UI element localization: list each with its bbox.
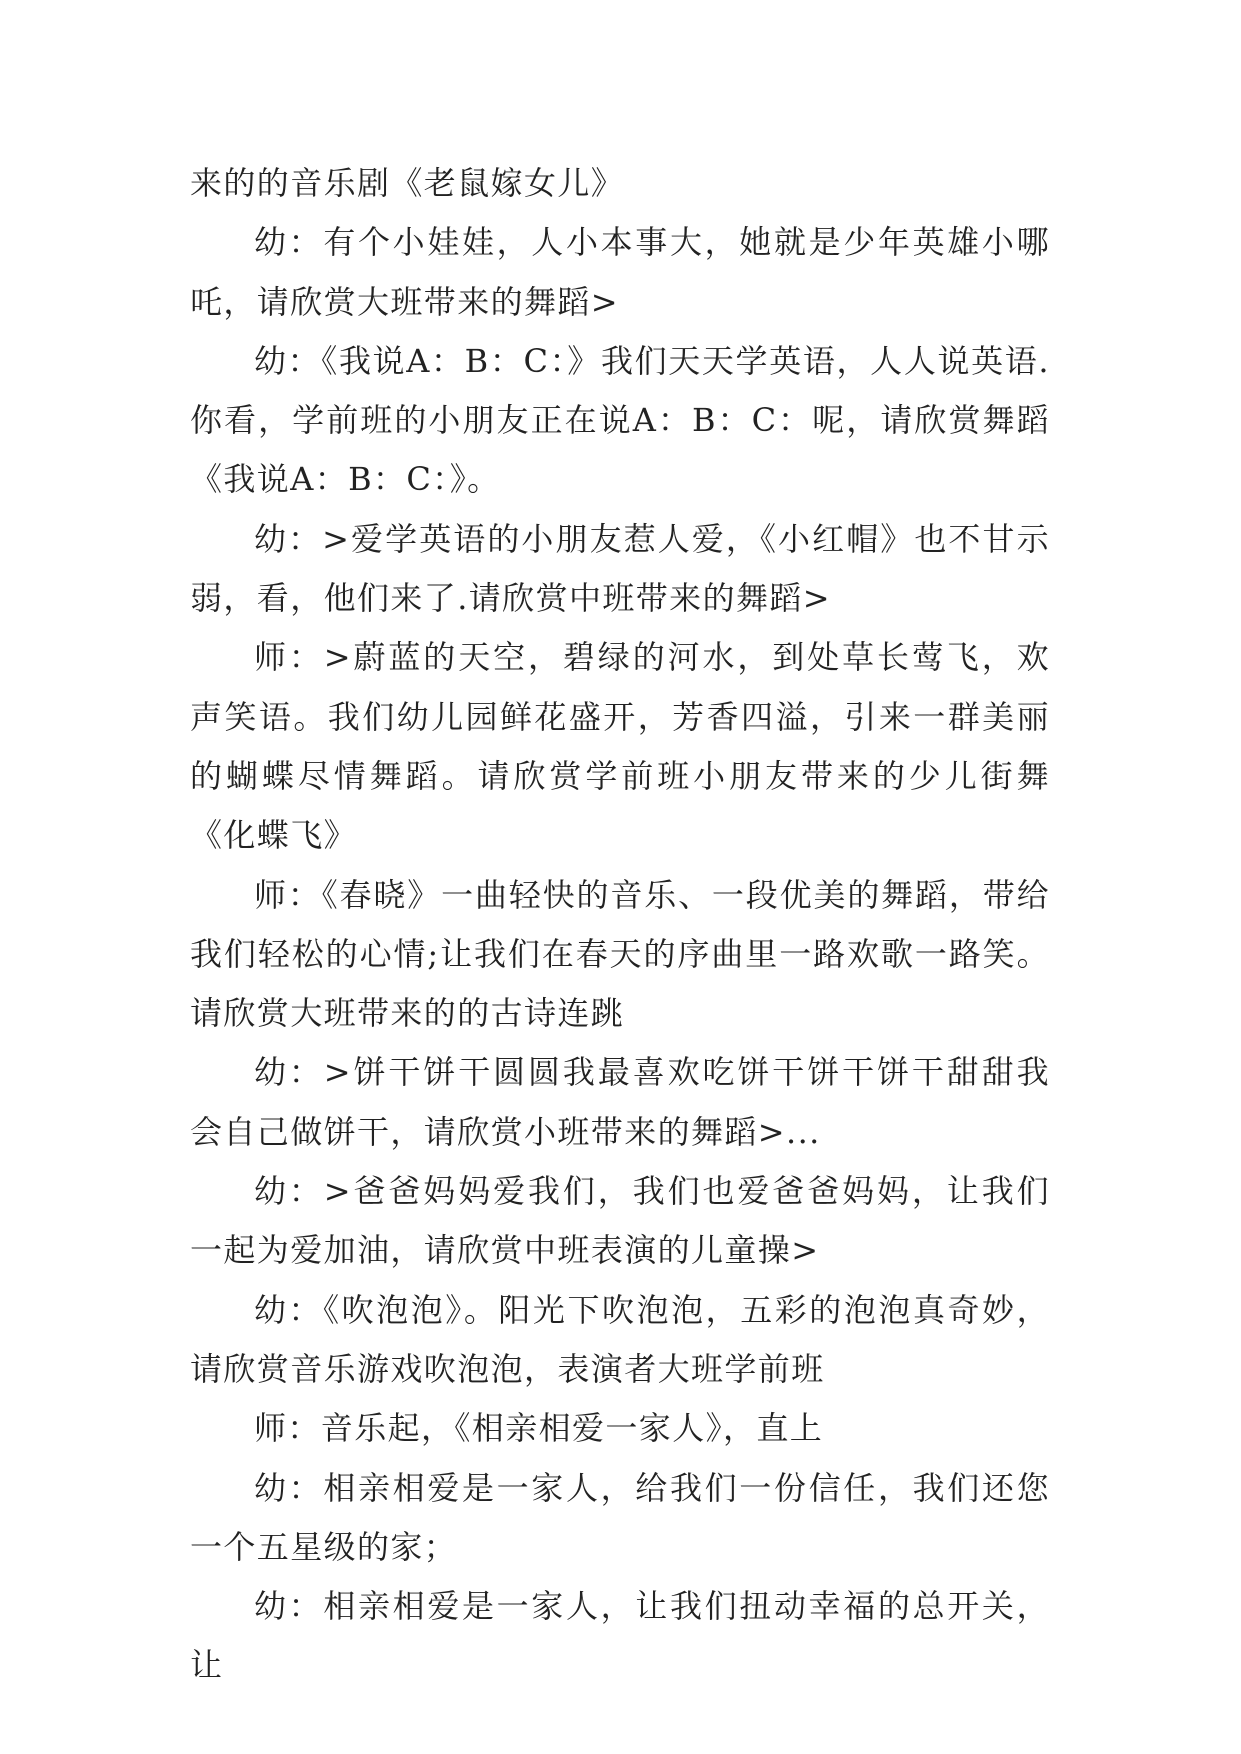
paragraph-11: 幼：相亲相爱是一家人，给我们一份信任，我们还您一个五星级的家；	[190, 1468, 1050, 1566]
paragraph-5: 师：>蔚蓝的天空，碧绿的河水，到处草长莺飞，欢声笑语。我们幼儿园鲜花盛开，芳香四溢，引来一群美丽的蝴蝶尽情舞蹈。请欣赏学前班小朋友带来的少儿街舞《化蝶飞》	[190, 638, 1050, 855]
paragraph-9: 幼：《吹泡泡》。阳光下吹泡泡，五彩的泡泡真奇妙，请欣赏音乐游戏吹泡泡，表演者大班学前班	[190, 1290, 1050, 1388]
document-body	[190, 154, 1050, 1696]
paragraph-3: 幼：《我说A：B：C：》我们天天学英语，人人说英语.你看，学前班的小朋友正在说A：B：C：呢，请欣赏舞蹈《我说A：B：C：》。	[190, 341, 1050, 499]
paragraph-8: 幼：>爸爸妈妈爱我们，我们也爱爸爸妈妈，让我们一起为爱加油，请欣赏中班表演的儿童操>	[190, 1172, 1050, 1270]
paragraph-12: 幼：相亲相爱是一家人，让我们扭动幸福的总开关，让	[190, 1587, 1050, 1685]
paragraph-1: 来的的音乐剧《老鼠嫁女儿》	[190, 164, 625, 202]
paragraph-6: 师：《春晓》一曲轻快的音乐、一段优美的舞蹈，带给我们轻松的心情;让我们在春天的序曲里一路欢歌一路笑。请欣赏大班带来的的古诗连跳	[190, 875, 1050, 1033]
paragraph-10: 师：音乐起，《相亲相爱一家人》，直上	[254, 1409, 824, 1448]
paragraph-4: 幼：>爱学英语的小朋友惹人爱，《小红帽》也不甘示弱，看，他们来了.请欣赏中班带来的舞蹈>	[190, 519, 1050, 618]
paragraph-2: 幼：有个小娃娃，人小本事大，她就是少年英雄小哪吒，请欣赏大班带来的舞蹈>	[190, 223, 1050, 321]
paragraph-7: 幼：>饼干饼干圆圆我最喜欢吃饼干饼干饼干甜甜我会自己做饼干，请欣赏小班带来的舞蹈>...	[190, 1053, 1050, 1151]
